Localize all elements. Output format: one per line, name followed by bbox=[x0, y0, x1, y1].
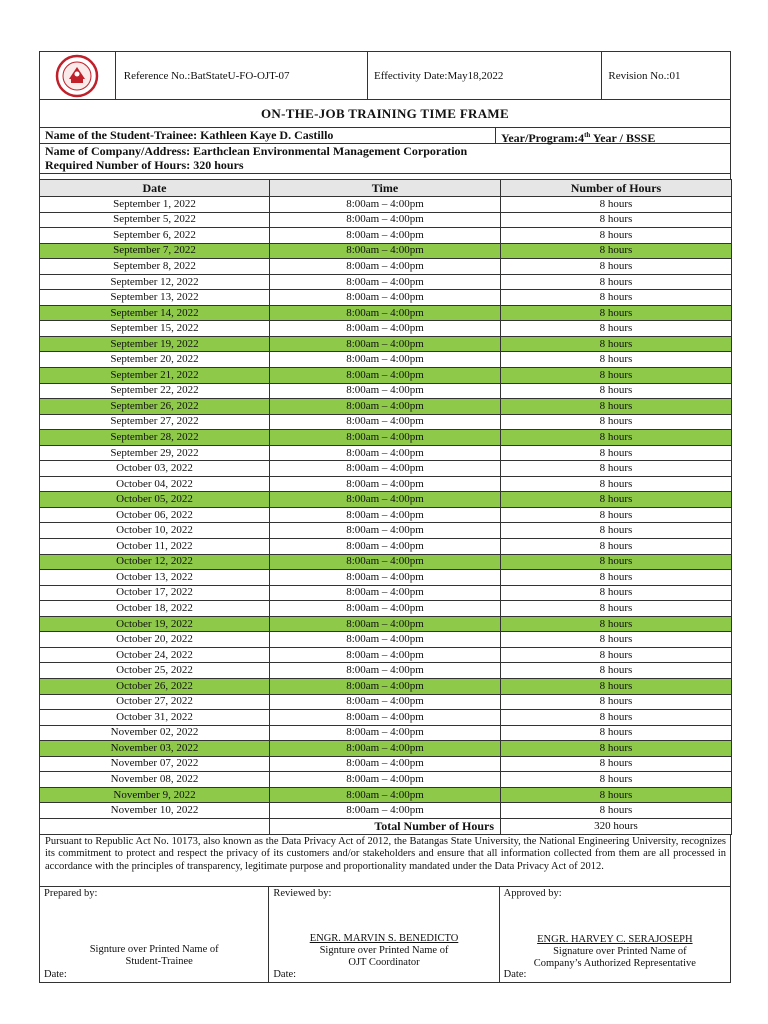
table-row bbox=[40, 756, 732, 772]
student-name: Name of the Student-Trainee: Kathleen Kaye D. Castillo bbox=[40, 128, 496, 143]
cell-date: September 28, 2022 bbox=[40, 430, 270, 446]
cell-time: 8:00am – 4:00pm bbox=[270, 725, 501, 741]
cell-date: October 24, 2022 bbox=[40, 647, 270, 663]
cell-time: 8:00am – 4:00pm bbox=[270, 414, 501, 430]
cell-time: 8:00am – 4:00pm bbox=[270, 492, 501, 508]
cell-hours: 8 hours bbox=[501, 710, 732, 726]
cell-time: 8:00am – 4:00pm bbox=[270, 787, 501, 803]
cell-hours: 8 hours bbox=[501, 368, 732, 384]
cell-time: 8:00am – 4:00pm bbox=[270, 585, 501, 601]
cell-time: 8:00am – 4:00pm bbox=[270, 305, 501, 321]
cell-date: October 11, 2022 bbox=[40, 539, 270, 555]
table-row bbox=[40, 368, 732, 384]
table-row bbox=[40, 414, 732, 430]
reviewed-by-label: Reviewed by: bbox=[273, 887, 332, 899]
table-row bbox=[40, 476, 732, 492]
approved-line2: Company’s Authorized Representative bbox=[533, 957, 696, 969]
signature-block bbox=[39, 887, 731, 983]
cell-time: 8:00am – 4:00pm bbox=[270, 710, 501, 726]
cell-hours: 8 hours bbox=[501, 663, 732, 679]
reviewed-line2: OJT Coordinator bbox=[348, 956, 420, 968]
table-row bbox=[40, 601, 732, 617]
table-row bbox=[40, 570, 732, 586]
cell-date: September 15, 2022 bbox=[40, 321, 270, 337]
cell-time: 8:00am – 4:00pm bbox=[270, 336, 501, 352]
total-label: Total Number of Hours bbox=[270, 818, 501, 834]
cell-time: 8:00am – 4:00pm bbox=[270, 632, 501, 648]
col-hours-header: Number of Hours bbox=[501, 180, 732, 197]
cell-time: 8:00am – 4:00pm bbox=[270, 445, 501, 461]
cell-time: 8:00am – 4:00pm bbox=[270, 228, 501, 244]
cell-hours: 8 hours bbox=[501, 212, 732, 228]
table-row bbox=[40, 274, 732, 290]
cell-time: 8:00am – 4:00pm bbox=[270, 647, 501, 663]
cell-time: 8:00am – 4:00pm bbox=[270, 616, 501, 632]
cell-hours: 8 hours bbox=[501, 756, 732, 772]
table-row bbox=[40, 212, 732, 228]
time-frame-table bbox=[39, 179, 732, 835]
table-header-row bbox=[40, 180, 732, 197]
cell-hours: 8 hours bbox=[501, 772, 732, 788]
privacy-notice: Pursuant to Republic Act No. 10173, also known as the Data Privacy Act of 2012, the Batangas State University, the National Engineering University, recognizes its commitment to protect and respect the privacy of its customers and/or stakeholders and ensure that all information collected from them are all processed in accordance with the principles of transparency, legitimate purpose and proportionality mandated under the Data Privacy Act of 2012. bbox=[39, 835, 731, 887]
cell-time: 8:00am – 4:00pm bbox=[270, 678, 501, 694]
table-row bbox=[40, 539, 732, 555]
table-row bbox=[40, 336, 732, 352]
table-row bbox=[40, 197, 732, 213]
table-row bbox=[40, 787, 732, 803]
cell-hours: 8 hours bbox=[501, 585, 732, 601]
table-row bbox=[40, 632, 732, 648]
cell-date: September 26, 2022 bbox=[40, 399, 270, 415]
cell-date: October 26, 2022 bbox=[40, 678, 270, 694]
cell-date: September 1, 2022 bbox=[40, 197, 270, 213]
table-row bbox=[40, 694, 732, 710]
table-row bbox=[40, 678, 732, 694]
reviewed-line1: Signture over Printed Name of bbox=[319, 944, 449, 956]
table-row bbox=[40, 647, 732, 663]
cell-time: 8:00am – 4:00pm bbox=[270, 507, 501, 523]
cell-hours: 8 hours bbox=[501, 787, 732, 803]
table-row bbox=[40, 321, 732, 337]
cell-date: September 7, 2022 bbox=[40, 243, 270, 259]
cell-hours: 8 hours bbox=[501, 476, 732, 492]
cell-date: October 03, 2022 bbox=[40, 461, 270, 477]
table-row bbox=[40, 523, 732, 539]
table-row bbox=[40, 259, 732, 275]
cell-hours: 8 hours bbox=[501, 601, 732, 617]
table-row bbox=[40, 430, 732, 446]
cell-date: October 25, 2022 bbox=[40, 663, 270, 679]
cell-time: 8:00am – 4:00pm bbox=[270, 352, 501, 368]
prepared-by-label: Prepared by: bbox=[44, 887, 98, 899]
cell-date: October 31, 2022 bbox=[40, 710, 270, 726]
cell-date: October 17, 2022 bbox=[40, 585, 270, 601]
cell-time: 8:00am – 4:00pm bbox=[270, 694, 501, 710]
cell-date: October 18, 2022 bbox=[40, 601, 270, 617]
table-row bbox=[40, 228, 732, 244]
cell-hours: 8 hours bbox=[501, 678, 732, 694]
cell-time: 8:00am – 4:00pm bbox=[270, 741, 501, 757]
table-row bbox=[40, 663, 732, 679]
cell-time: 8:00am – 4:00pm bbox=[270, 772, 501, 788]
reviewer-name: ENGR. MARVIN S. BENEDICTO bbox=[309, 932, 459, 944]
cell-hours: 8 hours bbox=[501, 336, 732, 352]
total-value: 320 hours bbox=[501, 818, 732, 834]
cell-hours: 8 hours bbox=[501, 228, 732, 244]
table-row bbox=[40, 554, 732, 570]
cell-date: October 06, 2022 bbox=[40, 507, 270, 523]
cell-hours: 8 hours bbox=[501, 616, 732, 632]
cell-date: October 05, 2022 bbox=[40, 492, 270, 508]
table-row bbox=[40, 772, 732, 788]
total-row bbox=[40, 818, 732, 834]
cell-date: November 07, 2022 bbox=[40, 756, 270, 772]
cell-hours: 8 hours bbox=[501, 430, 732, 446]
table-row bbox=[40, 803, 732, 819]
cell-hours: 8 hours bbox=[501, 492, 732, 508]
cell-time: 8:00am – 4:00pm bbox=[270, 663, 501, 679]
approved-line1: Signature over Printed Name of bbox=[553, 945, 687, 957]
cell-hours: 8 hours bbox=[501, 321, 732, 337]
cell-date: October 04, 2022 bbox=[40, 476, 270, 492]
reference-number: Reference No.:BatStateU-FO-OJT-07 bbox=[116, 52, 368, 99]
col-date-header: Date bbox=[40, 180, 270, 197]
cell-date: September 5, 2022 bbox=[40, 212, 270, 228]
total-empty bbox=[40, 818, 270, 834]
cell-time: 8:00am – 4:00pm bbox=[270, 243, 501, 259]
cell-hours: 8 hours bbox=[501, 383, 732, 399]
table-row bbox=[40, 305, 732, 321]
table-row bbox=[40, 710, 732, 726]
cell-hours: 8 hours bbox=[501, 741, 732, 757]
cell-time: 8:00am – 4:00pm bbox=[270, 756, 501, 772]
university-seal bbox=[40, 52, 116, 99]
cell-date: September 13, 2022 bbox=[40, 290, 270, 306]
cell-date: October 12, 2022 bbox=[40, 554, 270, 570]
cell-date: September 29, 2022 bbox=[40, 445, 270, 461]
cell-time: 8:00am – 4:00pm bbox=[270, 476, 501, 492]
cell-date: November 10, 2022 bbox=[40, 803, 270, 819]
cell-time: 8:00am – 4:00pm bbox=[270, 259, 501, 275]
cell-hours: 8 hours bbox=[501, 570, 732, 586]
table-row bbox=[40, 352, 732, 368]
cell-hours: 8 hours bbox=[501, 305, 732, 321]
cell-time: 8:00am – 4:00pm bbox=[270, 430, 501, 446]
table-row bbox=[40, 399, 732, 415]
cell-hours: 8 hours bbox=[501, 352, 732, 368]
cell-time: 8:00am – 4:00pm bbox=[270, 321, 501, 337]
col-time-header: Time bbox=[270, 180, 501, 197]
cell-time: 8:00am – 4:00pm bbox=[270, 197, 501, 213]
student-row bbox=[39, 128, 731, 144]
cell-date: September 14, 2022 bbox=[40, 305, 270, 321]
cell-time: 8:00am – 4:00pm bbox=[270, 570, 501, 586]
cell-time: 8:00am – 4:00pm bbox=[270, 803, 501, 819]
cell-date: September 19, 2022 bbox=[40, 336, 270, 352]
cell-date: October 19, 2022 bbox=[40, 616, 270, 632]
cell-hours: 8 hours bbox=[501, 197, 732, 213]
cell-date: November 9, 2022 bbox=[40, 787, 270, 803]
cell-time: 8:00am – 4:00pm bbox=[270, 523, 501, 539]
cell-time: 8:00am – 4:00pm bbox=[270, 601, 501, 617]
required-hours: Required Number of Hours: 320 hours bbox=[45, 158, 244, 172]
prepared-by-box bbox=[40, 887, 269, 982]
table-row bbox=[40, 725, 732, 741]
cell-date: September 27, 2022 bbox=[40, 414, 270, 430]
cell-time: 8:00am – 4:00pm bbox=[270, 212, 501, 228]
cell-time: 8:00am – 4:00pm bbox=[270, 554, 501, 570]
table-row bbox=[40, 445, 732, 461]
table-row bbox=[40, 461, 732, 477]
cell-date: November 03, 2022 bbox=[40, 741, 270, 757]
approved-by-box bbox=[500, 887, 730, 982]
cell-date: October 13, 2022 bbox=[40, 570, 270, 586]
table-row bbox=[40, 741, 732, 757]
cell-date: October 27, 2022 bbox=[40, 694, 270, 710]
cell-hours: 8 hours bbox=[501, 539, 732, 555]
cell-time: 8:00am – 4:00pm bbox=[270, 274, 501, 290]
cell-hours: 8 hours bbox=[501, 647, 732, 663]
cell-hours: 8 hours bbox=[501, 274, 732, 290]
cell-date: September 22, 2022 bbox=[40, 383, 270, 399]
approved-by-label: Approved by: bbox=[503, 887, 562, 899]
effectivity-date: Effectivity Date:May18,2022 bbox=[368, 52, 602, 99]
form-header bbox=[39, 51, 731, 100]
cell-time: 8:00am – 4:00pm bbox=[270, 399, 501, 415]
cell-hours: 8 hours bbox=[501, 507, 732, 523]
cell-hours: 8 hours bbox=[501, 290, 732, 306]
company-block bbox=[39, 144, 731, 174]
approved-date: Date: bbox=[503, 968, 527, 980]
prepared-line2: Student-Trainee bbox=[125, 955, 193, 967]
cell-hours: 8 hours bbox=[501, 632, 732, 648]
cell-hours: 8 hours bbox=[501, 414, 732, 430]
cell-hours: 8 hours bbox=[501, 725, 732, 741]
cell-hours: 8 hours bbox=[501, 523, 732, 539]
cell-date: September 6, 2022 bbox=[40, 228, 270, 244]
year-program: Year/Program:4th Year / BSSE bbox=[501, 131, 656, 145]
cell-hours: 8 hours bbox=[501, 445, 732, 461]
cell-hours: 8 hours bbox=[501, 259, 732, 275]
table-row bbox=[40, 492, 732, 508]
cell-date: September 21, 2022 bbox=[40, 368, 270, 384]
cell-date: September 12, 2022 bbox=[40, 274, 270, 290]
cell-time: 8:00am – 4:00pm bbox=[270, 539, 501, 555]
cell-hours: 8 hours bbox=[501, 554, 732, 570]
cell-date: October 10, 2022 bbox=[40, 523, 270, 539]
table-row bbox=[40, 507, 732, 523]
cell-date: September 8, 2022 bbox=[40, 259, 270, 275]
cell-hours: 8 hours bbox=[501, 461, 732, 477]
company-name: Name of Company/Address: Earthclean Environmental Management Corporation bbox=[45, 144, 468, 158]
cell-date: November 02, 2022 bbox=[40, 725, 270, 741]
table-row bbox=[40, 616, 732, 632]
cell-hours: 8 hours bbox=[501, 399, 732, 415]
cell-date: October 20, 2022 bbox=[40, 632, 270, 648]
table-row bbox=[40, 585, 732, 601]
form-title: ON-THE-JOB TRAINING TIME FRAME bbox=[39, 100, 731, 128]
prepared-line1: Signture over Printed Name of bbox=[89, 943, 219, 955]
approver-name: ENGR. HARVEY C. SERAJOSEPH bbox=[537, 933, 693, 945]
table-row bbox=[40, 383, 732, 399]
reviewed-by-box bbox=[269, 887, 499, 982]
cell-time: 8:00am – 4:00pm bbox=[270, 461, 501, 477]
cell-hours: 8 hours bbox=[501, 243, 732, 259]
table-row bbox=[40, 243, 732, 259]
ojt-form bbox=[39, 51, 731, 983]
cell-hours: 8 hours bbox=[501, 803, 732, 819]
prepared-date: Date: bbox=[44, 968, 67, 980]
seal-icon bbox=[47, 54, 107, 98]
cell-time: 8:00am – 4:00pm bbox=[270, 383, 501, 399]
table-row bbox=[40, 290, 732, 306]
revision-number: Revision No.:01 bbox=[608, 69, 681, 82]
cell-time: 8:00am – 4:00pm bbox=[270, 368, 501, 384]
reviewed-date: Date: bbox=[273, 968, 297, 980]
cell-date: September 20, 2022 bbox=[40, 352, 270, 368]
cell-hours: 8 hours bbox=[501, 694, 732, 710]
cell-date: November 08, 2022 bbox=[40, 772, 270, 788]
cell-time: 8:00am – 4:00pm bbox=[270, 290, 501, 306]
